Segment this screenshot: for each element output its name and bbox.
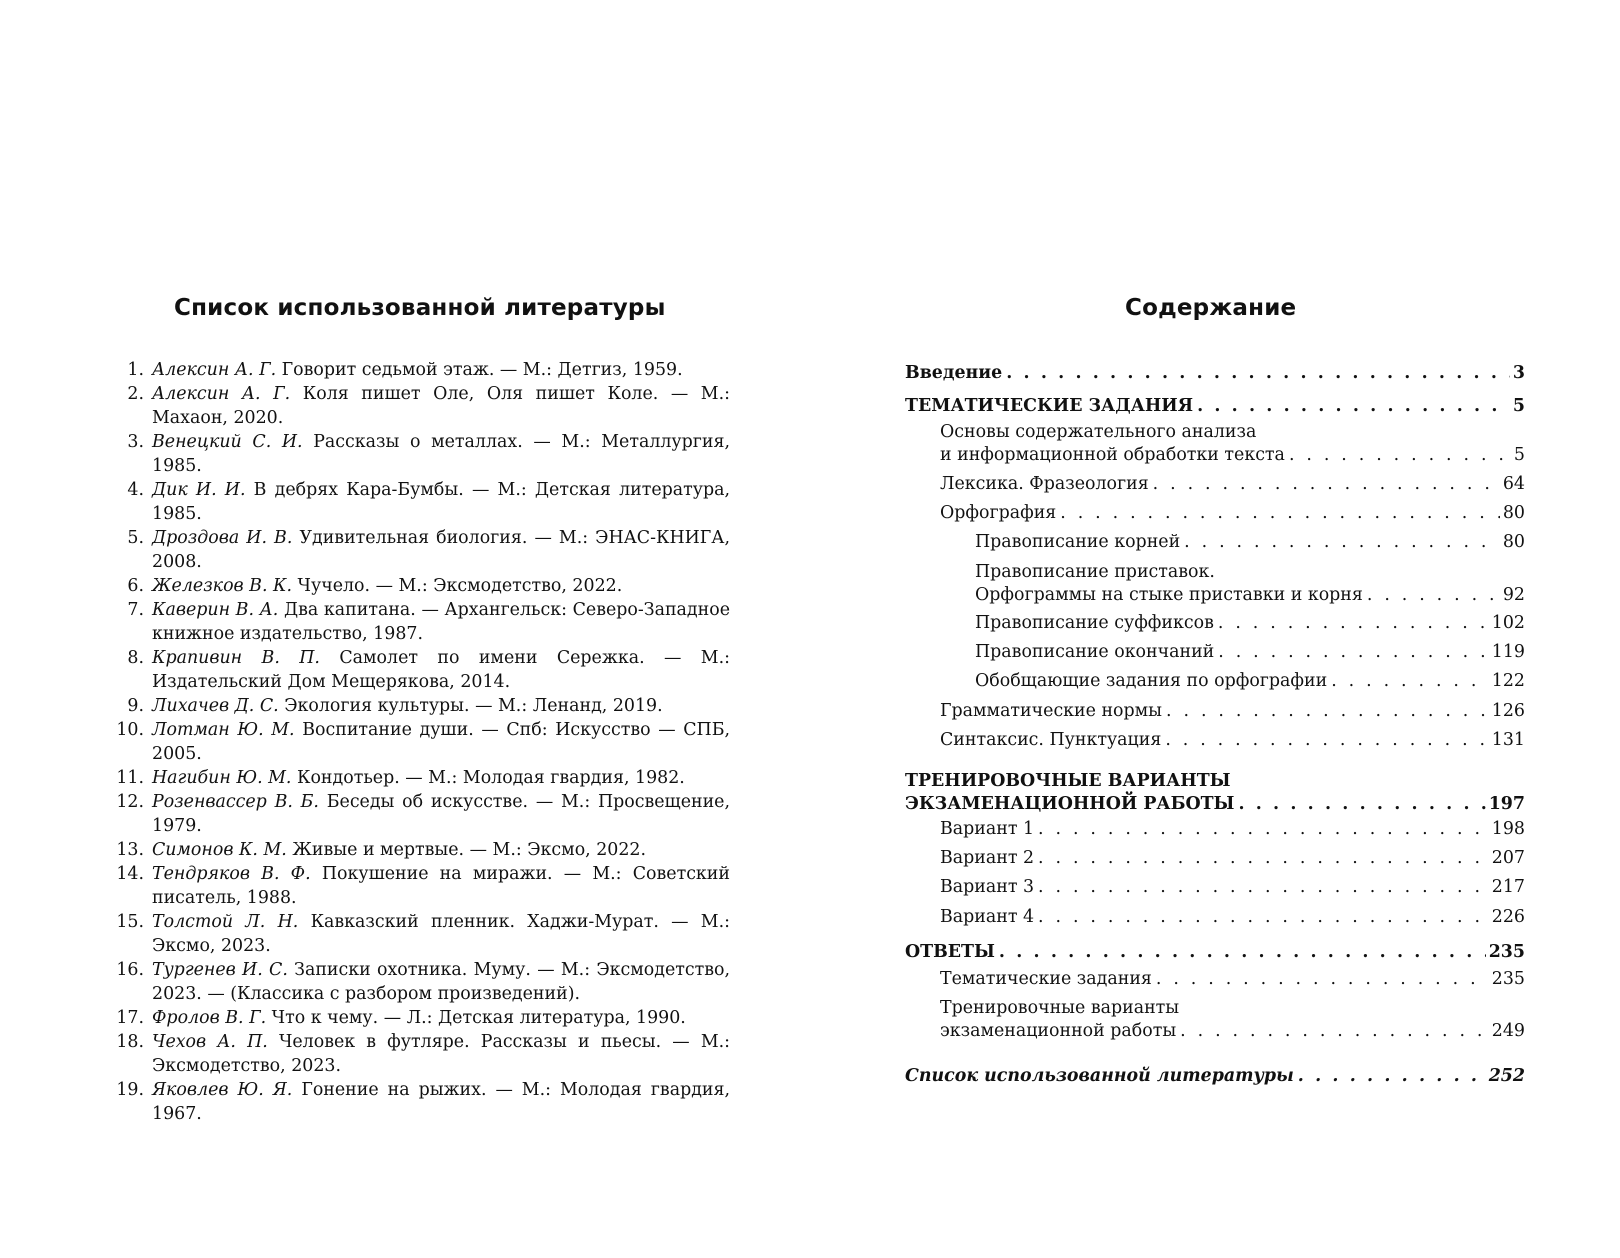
bibliography-author: Фролов В. Г. [152, 1008, 267, 1028]
toc-page-number: 64 [1502, 474, 1525, 494]
bibliography-text: Что к чему. — Л.: Детская литература, 1990. [271, 1008, 686, 1028]
bibliography-text: Гонение на рыжих. — М.: Молодая гвардия, 1967. [152, 1080, 731, 1124]
toc-line [940, 997, 1525, 1020]
toc-line [940, 729, 1525, 752]
toc-leader-dots [1038, 847, 1489, 870]
toc-leader-dots [1197, 395, 1510, 418]
toc-entry [905, 997, 1525, 1043]
bibliography-number: 5. [127, 528, 144, 548]
toc-title: экзаменационной работы [940, 1021, 1177, 1041]
bibliography-item [110, 790, 730, 838]
bibliography-text: Записки охотника. Муму. — М.: Эксмодетство, 2023. — (Классика с разбором произведений). [152, 960, 731, 1004]
bibliography-number: 11. [116, 768, 144, 788]
bibliography-text: Покушение на миражи. — М.: Советский писатель, 1988. [152, 864, 730, 908]
toc-entry [905, 818, 1525, 841]
toc-entry [905, 876, 1525, 899]
bibliography-list [110, 358, 730, 1126]
toc-leader-dots [1006, 362, 1510, 385]
toc-leader-dots [1060, 502, 1500, 525]
toc-entry [905, 473, 1525, 496]
toc-line [940, 968, 1525, 991]
toc-page-number: 198 [1491, 819, 1525, 839]
bibliography-author: Дик И. И. [152, 480, 246, 500]
toc-title: ТРЕНИРОВОЧНЫЕ ВАРИАНТЫ [905, 771, 1231, 791]
bibliography-item [110, 526, 730, 574]
contents-heading: Содержание [1125, 295, 1297, 321]
toc-title: Грамматические нормы [940, 701, 1163, 721]
bibliography-number: 15. [116, 912, 144, 932]
toc-leader-dots [1218, 612, 1489, 635]
toc-title: Правописание приставок. [975, 562, 1215, 582]
toc-leader-dots [1166, 700, 1489, 723]
toc-title: Вариант 1 [940, 819, 1035, 839]
toc-line [940, 502, 1525, 525]
toc-title: ЭКЗАМЕНАЦИОННОЙ РАБОТЫ [905, 794, 1235, 814]
toc-leader-dots [1238, 793, 1485, 816]
toc-page-number: 92 [1502, 585, 1525, 605]
toc-title: Правописание корней [975, 532, 1181, 552]
toc-leader-dots [1180, 1020, 1489, 1043]
toc-leader-dots [1289, 444, 1511, 467]
toc-title: Основы содержательного анализа [940, 422, 1257, 442]
toc-page-number: 252 [1488, 1066, 1525, 1086]
bibliography-number: 9. [127, 696, 144, 716]
bibliography-text: В дебрях Кара-Бумбы. — М.: Детская литература, 1985. [152, 480, 731, 524]
bibliography-item [110, 910, 730, 958]
toc-title: Правописание суффиксов [975, 613, 1214, 633]
bibliography-item [110, 430, 730, 478]
toc-leader-dots [1218, 641, 1489, 664]
toc-title: Обобщающие задания по орфографии [975, 671, 1328, 691]
bibliography-item [110, 382, 730, 430]
toc-line [905, 941, 1525, 964]
bibliography-text: Чучело. — М.: Эксмодетство, 2022. [297, 576, 623, 596]
toc-entry [905, 941, 1525, 964]
toc-page-number: 102 [1491, 613, 1525, 633]
toc-page-number: 119 [1491, 642, 1525, 662]
bibliography-item [110, 838, 730, 862]
toc-entry [905, 1065, 1525, 1088]
toc-page-number: 80 [1502, 532, 1525, 552]
bibliography-author: Яковлев Ю. Я. [152, 1080, 293, 1100]
toc-line [940, 876, 1525, 899]
toc-entry [905, 561, 1525, 607]
bibliography-item [110, 1006, 730, 1030]
toc-leader-dots [1038, 906, 1489, 929]
bibliography-item [110, 862, 730, 910]
toc-page-number: 3 [1512, 363, 1525, 383]
bibliography-number: 17. [116, 1008, 144, 1028]
toc-leader-dots [1298, 1065, 1486, 1088]
toc-entry [905, 670, 1525, 693]
bibliography-item [110, 574, 730, 598]
bibliography-author: Дроздова И. В. [152, 528, 293, 548]
bibliography-text: Удивительная биология. — М.: ЭНАС-КНИГА, 2008. [152, 528, 730, 572]
toc-page-number: 122 [1491, 671, 1525, 691]
bibliography-number: 4. [127, 480, 144, 500]
toc-entry [905, 729, 1525, 752]
toc-leader-dots [1184, 531, 1500, 554]
bibliography-author: Чехов А. П. [152, 1032, 268, 1052]
toc-page-number: 5 [1512, 396, 1525, 416]
toc-entry [905, 395, 1525, 418]
toc-title: Список использованной литературы [905, 1066, 1294, 1086]
toc-leader-dots [1156, 968, 1489, 991]
toc-line [975, 641, 1525, 664]
toc-title: ТЕМАТИЧЕСКИЕ ЗАДАНИЯ [905, 396, 1194, 416]
bibliography-number: 16. [116, 960, 144, 980]
toc-entry [905, 531, 1525, 554]
bibliography-author: Алексин А. Г. [152, 360, 277, 380]
toc-entry [905, 502, 1525, 525]
toc-title: Вариант 3 [940, 877, 1035, 897]
toc-leader-dots [1153, 473, 1500, 496]
toc-leader-dots [1165, 729, 1488, 752]
toc-page-number: 217 [1491, 877, 1525, 897]
bibliography-item [110, 646, 730, 694]
bibliography-item [110, 1030, 730, 1078]
toc-leader-dots [1367, 584, 1500, 607]
toc-page-number: 131 [1491, 730, 1525, 750]
bibliography-number: 1. [127, 360, 144, 380]
bibliography-item [110, 694, 730, 718]
bibliography-author: Венецкий С. И. [152, 432, 303, 452]
toc-leader-dots [1331, 670, 1489, 693]
bibliography-number: 6. [127, 576, 144, 596]
toc-line [940, 1020, 1525, 1043]
bibliography-author: Розенвассер В. Б. [152, 792, 319, 812]
toc-page-number: 5 [1513, 445, 1525, 465]
toc-line [975, 670, 1525, 693]
toc-title: ОТВЕТЫ [905, 942, 995, 962]
toc-entry [905, 770, 1525, 816]
bibliography-author: Толстой Л. Н. [152, 912, 299, 932]
bibliography-number: 8. [127, 648, 144, 668]
toc-title: Правописание окончаний [975, 642, 1215, 662]
bibliography-author: Нагибин Ю. М. [152, 768, 292, 788]
toc-page-number: 207 [1491, 848, 1525, 868]
bibliography-item [110, 958, 730, 1006]
toc-title: Вариант 4 [940, 907, 1035, 927]
bibliography-item [110, 598, 730, 646]
toc-title: Орфограммы на стыке приставки и корня [975, 585, 1363, 605]
toc-page-number: 249 [1491, 1021, 1525, 1041]
bibliography-heading: Список использованной литературы [174, 295, 666, 321]
bibliography-item [110, 478, 730, 526]
bibliography-text: Говорит седьмой этаж. — М.: Детгиз, 1959. [281, 360, 683, 380]
bibliography-number: 7. [127, 600, 144, 620]
toc-entry [905, 847, 1525, 870]
toc-line [940, 421, 1525, 444]
toc-title: и информационной обработки текста [940, 445, 1285, 465]
bibliography-text: Кондотьер. — М.: Молодая гвардия, 1982. [297, 768, 685, 788]
toc-page-number: 226 [1491, 907, 1525, 927]
bibliography-text: Рассказы о металлах. — М.: Металлургия, 1985. [152, 432, 731, 476]
bibliography-item [110, 718, 730, 766]
toc-line [975, 561, 1525, 584]
bibliography-text: Кавказский пленник. Хаджи-Мурат. — М.: Эксмо, 2023. [152, 912, 731, 956]
bibliography-author: Тендряков В. Ф. [152, 864, 311, 884]
toc-line [905, 793, 1525, 816]
bibliography-author: Тургенев И. С. [152, 960, 288, 980]
toc-page-number: 126 [1491, 701, 1525, 721]
bibliography-author: Алексин А. Г. [152, 384, 291, 404]
toc-line [905, 395, 1525, 418]
toc-line [940, 906, 1525, 929]
toc-line [940, 818, 1525, 841]
toc-entry [905, 906, 1525, 929]
toc-title: Тематические задания [940, 969, 1152, 989]
bibliography-number: 10. [116, 720, 144, 740]
bibliography-text: Самолет по имени Сережка. — М.: Издательский Дом Мещерякова, 2014. [152, 648, 730, 692]
toc-leader-dots [1038, 818, 1489, 841]
toc-entry [905, 700, 1525, 723]
bibliography-author: Лотман Ю. М. [152, 720, 295, 740]
bibliography-text: Человек в футляре. Рассказы и пьесы. — М.: Эксмодетство, 2023. [152, 1032, 731, 1076]
toc-title: Лексика. Фразеология [940, 474, 1149, 494]
bibliography-item [110, 358, 730, 382]
toc-title: Орфография [940, 503, 1057, 523]
toc-entry [905, 641, 1525, 664]
bibliography-text: Экология культуры. — М.: Ленанд, 2019. [284, 696, 663, 716]
bibliography-text: Воспитание души. — Спб: Искусство — СПБ, 2005. [152, 720, 731, 764]
toc-line [905, 1065, 1525, 1088]
toc-line [940, 444, 1525, 467]
toc-line [975, 531, 1525, 554]
bibliography-number: 13. [116, 840, 144, 860]
toc-entry [905, 421, 1525, 467]
toc-title: Тренировочные варианты [940, 998, 1180, 1018]
toc-title: Вариант 2 [940, 848, 1035, 868]
bibliography-author: Железков В. К. [152, 576, 293, 596]
toc-page-number: 197 [1488, 794, 1525, 814]
toc-entry [905, 362, 1525, 385]
toc-page-number: 235 [1488, 942, 1525, 962]
bibliography-number: 18. [116, 1032, 144, 1052]
bibliography-author: Каверин В. А. [152, 600, 279, 620]
toc-line [940, 473, 1525, 496]
bibliography-text: Коля пишет Оле, Оля пишет Коле. — М.: Махаон, 2020. [152, 384, 731, 428]
toc-page-number: 80 [1502, 503, 1525, 523]
bibliography-text: Живые и мертвые. — М.: Эксмо, 2022. [292, 840, 647, 860]
toc-leader-dots [1038, 876, 1489, 899]
toc-entry [905, 612, 1525, 635]
bibliography-text: Беседы об искусстве. — М.: Просвещение, 1979. [152, 792, 731, 836]
toc-title: Синтаксис. Пунктуация [940, 730, 1162, 750]
toc-line [975, 612, 1525, 635]
toc-line [905, 362, 1525, 385]
toc-page-number: 235 [1491, 969, 1525, 989]
bibliography-author: Лихачев Д. С. [152, 696, 279, 716]
toc-line [975, 584, 1525, 607]
bibliography-item [110, 766, 730, 790]
bibliography-item [110, 1078, 730, 1126]
bibliography-number: 2. [127, 384, 144, 404]
bibliography-author: Крапивин В. П. [152, 648, 320, 668]
toc-line [940, 700, 1525, 723]
bibliography-number: 12. [116, 792, 144, 812]
toc-line [905, 770, 1525, 793]
bibliography-author: Симонов К. М. [152, 840, 287, 860]
bibliography-number: 14. [116, 864, 144, 884]
toc-entry [905, 968, 1525, 991]
bibliography-number: 19. [116, 1080, 144, 1100]
toc-title: Введение [905, 363, 1003, 383]
toc-line [940, 847, 1525, 870]
toc-leader-dots [999, 941, 1486, 964]
bibliography-text: Два капитана. — Архангельск: Северо-Западное книжное издательство, 1987. [152, 600, 730, 644]
bibliography-number: 3. [127, 432, 144, 452]
